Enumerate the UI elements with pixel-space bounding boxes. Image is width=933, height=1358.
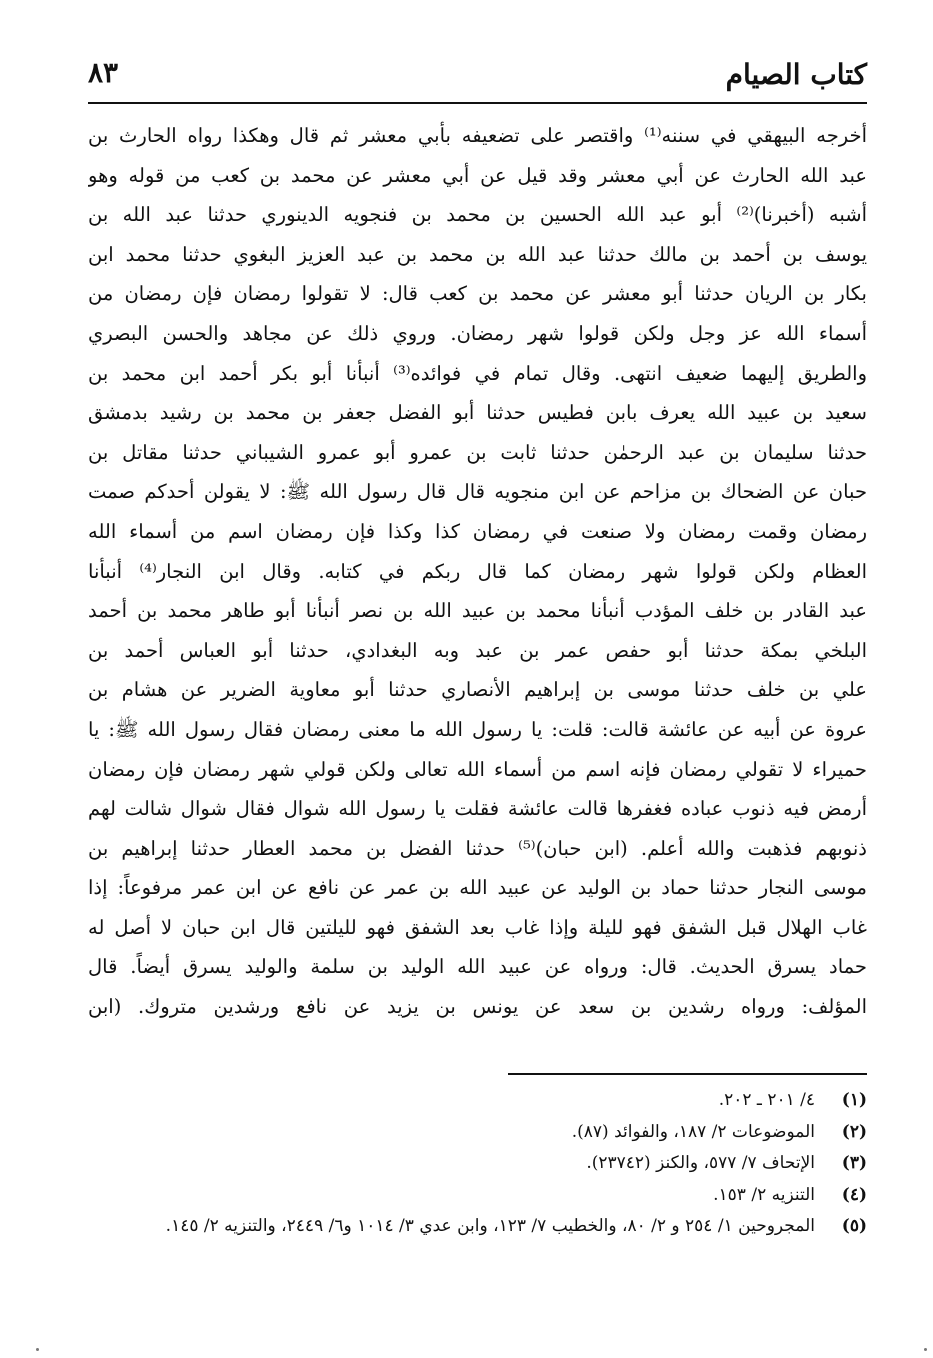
footnotes — [88, 1085, 867, 1243]
text-line: عبد الله الحارث عن أبي معشر وقد قيل عن أبي معشر عن محمد بن كعب من قوله وهو — [88, 163, 867, 187]
text-line: موسى النجار حدثنا حماد بن الوليد عن عبيد الله بن عمر عن نافع عن ابن عمر مرفوعاً: إذا — [88, 876, 867, 900]
text-line: أخرجه البيهقي في سننه⁽¹⁾ واقتصر على تضعيفه بأبي معشر ثم قال وهكذا رواه الحارث بن — [88, 124, 867, 147]
footnote-number: (٥) — [841, 1216, 867, 1236]
text-line: أسماء الله عز وجل ولكن قولوا شهر رمضان. وروي ذلك عن مجاهد والحسن البصري — [88, 321, 867, 345]
text-line: حدثنا سليمان بن عبد الرحمٰن حدثنا ثابت بن عمرو أبو عمرو الشيباني حدثنا مقاتل بن — [88, 440, 867, 464]
text-line: غاب الهلال قبل الشفق فهو لليلة وإذا غاب بعد الشفق فهو لليلتين قال ابن حبان لا أصل له — [88, 915, 867, 939]
book-title: كتاب الصيام — [725, 58, 867, 91]
text-line: حميراء لا تقولي رمضان فإنه اسم من أسماء الله تعالى ولكن قولي شهر رمضان فإن رمضان — [88, 757, 867, 781]
text-line: علي بن خلف حدثنا موسى بن إبراهيم الأنصاري حدثنا أبو معاوية الضرير عن هشام بن — [88, 678, 867, 702]
text-line: أرمض فيه ذنوب عباده فغفرها قالت عائشة فقلت يا رسول الله شوال فقال شوال شالت لهم — [88, 797, 867, 821]
footnote-text: التنزيه ٢/ ١٥٣. — [713, 1184, 815, 1205]
text-line: أشبه (أخبرنا)⁽²⁾ أبو عبد الله الحسين بن محمد بن فنجويه الدينوري حدثنا عبد الله بن — [88, 203, 867, 227]
page-number: ٨٣ — [88, 56, 119, 89]
footnote-item — [88, 1085, 867, 1117]
footnote-item — [88, 1148, 867, 1180]
footnote-separator — [508, 1073, 867, 1075]
text-line: رمضان وقمت رمضان ولا صنعت في رمضان كذا وكذا فإن رمضان اسم من أسماء الله — [88, 519, 867, 543]
text-line: سعيد بن عبيد الله يعرف بابن فطيس حدثنا أبو الفضل جعفر بن محمد بن رشيد بدمشق — [88, 401, 867, 425]
text-line: ذنوبهم فذهبت والله أعلم. (ابن حبان)⁽⁵⁾ حدثنا الفضل بن محمد العطار حدثنا إبراهيم بن — [88, 836, 867, 860]
footnote-item — [88, 1180, 867, 1212]
footnote-item — [88, 1117, 867, 1149]
text-line: يوسف بن أحمد بن مالك حدثنا عبد الله بن محمد بن عبد العزيز البغوي حدثنا محمد ابن — [88, 242, 867, 266]
text-line: البلخي بمكة حدثنا أبو حفص عمر بن عبد وبه البغدادي، حدثنا أبو العباس أحمد بن — [88, 638, 867, 662]
text-line: بكار بن الريان حدثنا أبو معشر عن محمد بن كعب قال: لا تقولوا رمضان فإن رمضان من — [88, 282, 867, 306]
scan-speck — [924, 1348, 927, 1351]
text-line: والطريق إليهما ضعيف انتهى. وقال تمام في فوائده⁽³⁾ أنبأنا أبو بكر أحمد ابن محمد بن — [88, 361, 867, 385]
footnote-number: (٤) — [841, 1184, 867, 1205]
footnote-number: (١) — [841, 1090, 867, 1110]
text-line: المؤلف: ورواه رشدين بن سعد عن يونس بن يزيد عن نافع ورشدين متروك. (ابن — [88, 995, 867, 1019]
text-line: عروة عن أبيه عن عائشة قالت: قلت: يا رسول الله ما معنى رمضان فقال رسول الله ﷺ: يا — [88, 717, 867, 741]
footnote-item — [88, 1211, 867, 1243]
text-line: عبد القادر بن خلف المؤدب أنبأنا محمد بن عبيد الله بن نصر أنبأنا أبو طاهر محمد بن أحمد — [88, 599, 867, 623]
footnote-text: ٤/ ٢٠١ ـ ٢٠٢. — [718, 1090, 815, 1110]
footnote-text: المجروحين ١/ ٢٥٤ و ٢/ ٨٠، والخطيب ٧/ ١٢٣، وابن عدي ٣/ ١٠١٤ و٦/ ٢٤٤٩، والتنزيه ٢/ ١٤٥. — [165, 1216, 815, 1236]
footnote-number: (٣) — [841, 1153, 867, 1173]
text-line: حماد يسرق الحديث. قال: ورواه عن عبيد الله الوليد بن سلمة والوليد يسرق أيضاً. قال — [88, 955, 867, 979]
scan-speck — [36, 1348, 39, 1351]
text-line: حبان عن الضحاك بن مزاحم عن ابن منجويه قال قال رسول الله ﷺ: لا يقولن أحدكم صمت — [88, 480, 867, 504]
footnote-number: (٢) — [841, 1121, 867, 1142]
page-header — [88, 56, 867, 104]
footnote-text: الموضوعات ٢/ ١٨٧، والفوائد (٨٧). — [571, 1121, 815, 1142]
main-text — [88, 116, 867, 1027]
footnote-text: الإتحاف ٧/ ٥٧٧، والكنز (٢٣٧٤٢). — [586, 1153, 815, 1173]
text-line: العظام ولكن قولوا شهر رمضان كما قال ربكم في كتابه. وقال ابن النجار⁽⁴⁾ أنبأنا — [88, 559, 867, 583]
